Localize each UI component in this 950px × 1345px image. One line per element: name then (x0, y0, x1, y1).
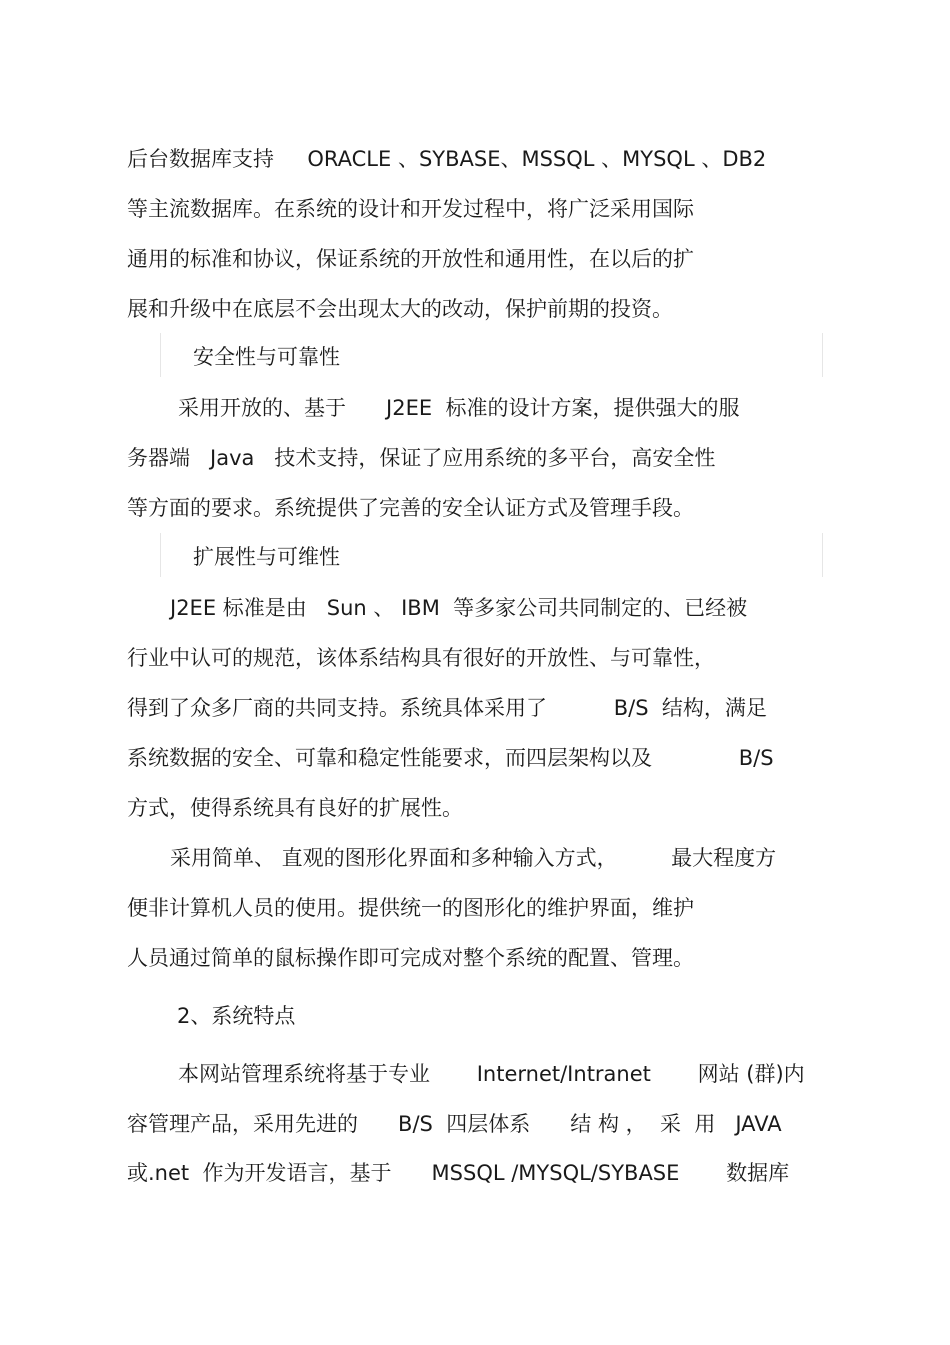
paragraph-line-16: 便非计算机人员的使用。提供统一的图形化的维护界面，维护 (127, 896, 694, 920)
paragraph-line-1: 后台数据库支持 ORACLE 、SYBASE、MSSQL 、MYSQL 、DB2 (127, 147, 767, 171)
paragraph-line-6: 采用开放的、基于 J2EE 标准的设计方案，提供强大的服 (178, 396, 740, 420)
section-heading-security: 安全性与可靠性 (193, 345, 340, 369)
paragraph-line-12: 得到了众多厂商的共同支持。系统具体采用了 B/S 结构，满足 (127, 696, 767, 720)
paragraph-line-14: 方式，使得系统具有良好的扩展性。 (127, 796, 463, 820)
paragraph-line-17: 人员通过简单的鼠标操作即可完成对整个系统的配置、管理。 (127, 946, 694, 970)
paragraph-line-19: 本网站管理系统将基于专业 Internet/Intranet 网站 (群)内 (178, 1062, 805, 1086)
section-heading-extensibility: 扩展性与可维性 (193, 545, 340, 569)
paragraph-line-13: 系统数据的安全、可靠和稳定性能要求，而四层架构以及 B/S (127, 746, 774, 770)
paragraph-line-3: 通用的标准和协议，保证系统的开放性和通用性，在以后的扩 (127, 247, 694, 271)
paragraph-line-15: 采用简单、 直观的图形化界面和多种输入方式， 最大程度方 (170, 846, 777, 870)
paragraph-line-7: 务器端 Java 技术支持，保证了应用系统的多平台，高安全性 (127, 446, 716, 470)
paragraph-line-20: 容管理产品，采用先进的 B/S 四层体系 结 构 ， 采 用 JAVA (127, 1112, 782, 1136)
section-title-system-features: 2、系统特点 (177, 1004, 296, 1028)
paragraph-line-2: 等主流数据库。在系统的设计和开发过程中，将广泛采用国际 (127, 197, 694, 221)
paragraph-line-4: 展和升级中在底层不会出现太大的改动，保护前期的投资。 (127, 297, 673, 321)
paragraph-line-11: 行业中认可的规范，该体系结构具有很好的开放性、与可靠性， (127, 646, 715, 670)
paragraph-line-10: J2EE 标准是由 Sun 、 IBM 等多家公司共同制定的、已经被 (170, 596, 748, 620)
paragraph-line-21: 或.net 作为开发语言，基于 MSSQL /MYSQL/SYBASE 数据库 (127, 1161, 790, 1185)
paragraph-line-8: 等方面的要求。系统提供了完善的安全认证方式及管理手段。 (127, 496, 694, 520)
